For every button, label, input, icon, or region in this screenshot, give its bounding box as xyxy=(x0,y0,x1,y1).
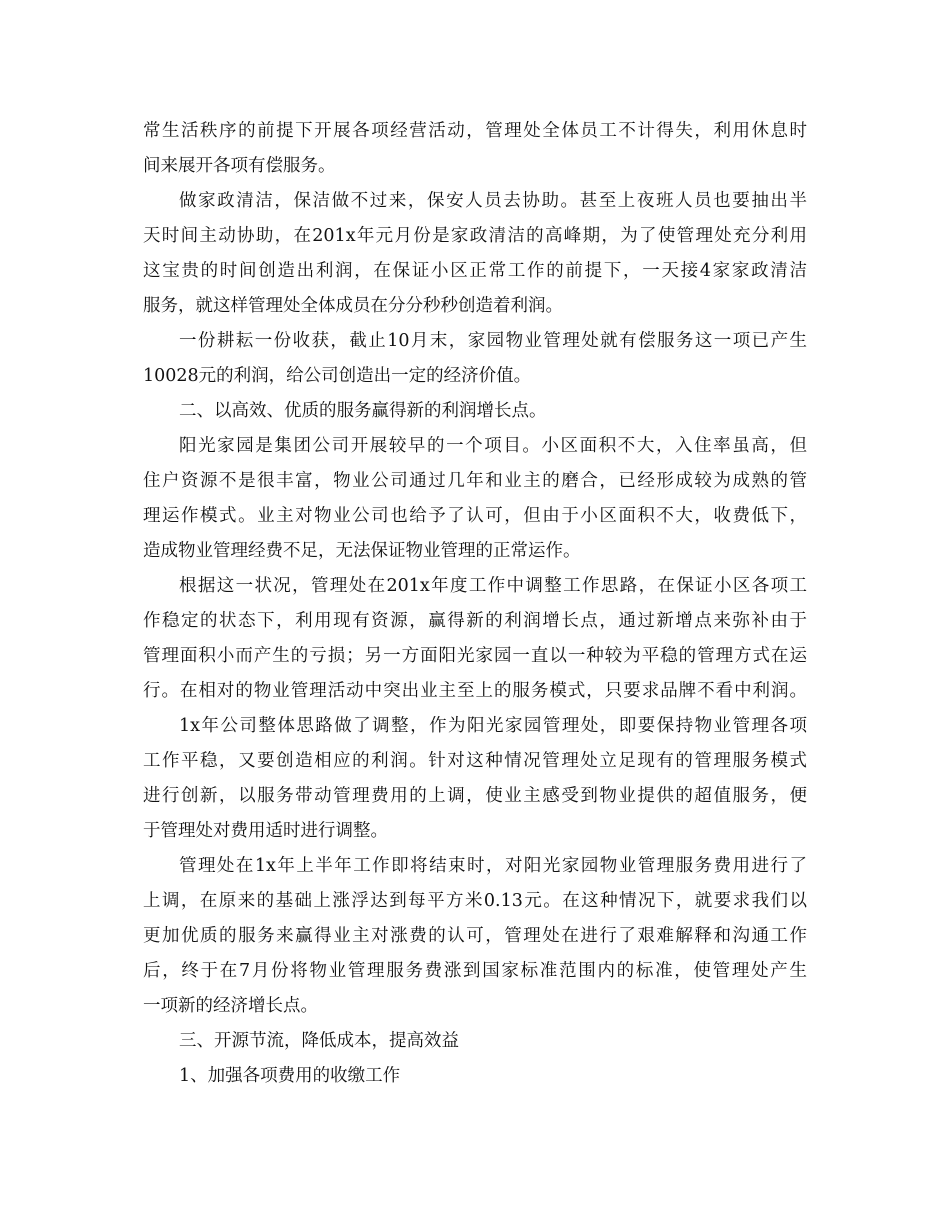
text-line: 工作平稳，又要创造相应的利润。针对这种情况管理处立足现有的管理服务模式 xyxy=(143,751,807,771)
paragraph xyxy=(143,709,807,849)
text-line: 根据这一状况，管理处在201x年度工作中调整工作思路，在保证小区各项工 xyxy=(179,576,807,596)
paragraph xyxy=(143,569,807,709)
text-line: 1x年公司整体思路做了调整，作为阳光家园管理处，即要保持物业管理各项 xyxy=(179,716,807,736)
text-line: 这宝贵的时间创造出利润，在保证小区正常工作的前提下，一天接4家家政清洁 xyxy=(143,261,807,281)
subsection-heading xyxy=(143,1059,807,1094)
paragraph xyxy=(143,184,807,324)
paragraph xyxy=(143,429,807,569)
text-line: 天时间主动协助，在201x年元月份是家政清洁的高峰期，为了使管理处充分利用 xyxy=(143,226,807,246)
paragraph xyxy=(143,114,807,184)
text-line: 一项新的经济增长点。 xyxy=(143,996,318,1016)
text-line: 行。在相对的物业管理活动中突出业主至上的服务模式，只要求品牌不看中利润。 xyxy=(143,681,807,701)
text-line: 常生活秩序的前提下开展各项经营活动，管理处全体员工不计得失，利用休息时 xyxy=(143,121,807,141)
text-line: 后，终于在7月份将物业管理服务费涨到国家标准范围内的标准，使管理处产生 xyxy=(143,961,807,981)
text-line: 管理处在1x年上半年工作即将结束时，对阳光家园物业管理服务费用进行了 xyxy=(179,856,807,876)
text-line: 10028元的利润，给公司创造出一定的经济价值。 xyxy=(143,366,532,386)
text-line: 上调，在原来的基础上涨浮达到每平方米0.13元。在这种情况下，就要求我们以 xyxy=(143,891,807,911)
paragraph xyxy=(143,849,807,1024)
text-line: 更加优质的服务来赢得业主对涨费的认可，管理处在进行了艰难解释和沟通工作 xyxy=(143,926,807,946)
text-line: 阳光家园是集团公司开展较早的一个项目。小区面积不大，入住率虽高，但 xyxy=(179,436,807,456)
text-line: 作稳定的状态下，利用现有资源，赢得新的利润增长点，通过新增点来弥补由于 xyxy=(143,611,807,631)
text-line: 进行创新，以服务带动管理费用的上调，使业主感受到物业提供的超值服务，便 xyxy=(143,786,807,806)
text-line: 间来展开各项有偿服务。 xyxy=(143,156,336,176)
text-line: 1、加强各项费用的收缴工作 xyxy=(179,1066,401,1086)
text-line: 二、以高效、优质的服务赢得新的利润增长点。 xyxy=(179,401,547,421)
text-line: 于管理处对费用适时进行调整。 xyxy=(143,821,388,841)
text-line: 造成物业管理经费不足，无法保证物业管理的正常运作。 xyxy=(143,541,581,561)
text-line: 管理面积小而产生的亏损；另一方面阳光家园一直以一种较为平稳的管理方式在运 xyxy=(143,646,807,666)
text-line: 住户资源不是很丰富，物业公司通过几年和业主的磨合，已经形成较为成熟的管 xyxy=(143,471,807,491)
section-heading xyxy=(143,394,807,429)
text-line: 服务，就这样管理处全体成员在分分秒秒创造着利润。 xyxy=(143,296,563,316)
body-text xyxy=(143,114,807,1094)
text-line: 一份耕耘一份收获，截止10月末，家园物业管理处就有偿服务这一项已产生 xyxy=(179,331,807,351)
text-line: 做家政清洁，保洁做不过来，保安人员去协助。甚至上夜班人员也要抽出半 xyxy=(179,191,807,211)
section-heading xyxy=(143,1024,807,1059)
text-line: 三、开源节流，降低成本，提高效益 xyxy=(179,1031,459,1051)
paragraph xyxy=(143,324,807,394)
text-line: 理运作模式。业主对物业公司也给予了认可，但由于小区面积不大，收费低下， xyxy=(143,506,807,526)
